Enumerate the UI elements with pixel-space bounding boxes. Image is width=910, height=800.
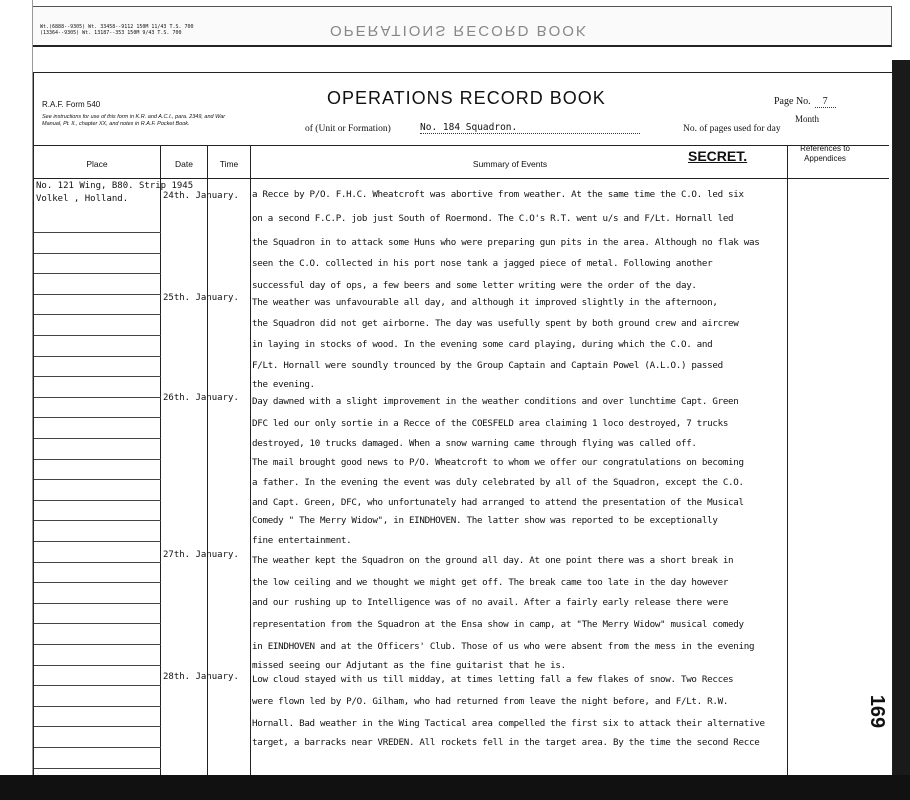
place-column-rule (34, 479, 161, 480)
place-column-rule (34, 232, 161, 233)
col-divider-date (207, 145, 208, 777)
place-column-rule (34, 376, 161, 377)
place-column-rule (34, 438, 161, 439)
col-divider-place (160, 145, 161, 777)
summary-line: a Recce by P/O. F.H.C. Wheatcroft was abortive from weather. At the same time the C.O. led six (252, 189, 744, 200)
summary-line: F/Lt. Hornall were soundly trounced by the Group Captain and Captain Powel (A.L.O.) passed (252, 360, 723, 371)
place-column-rule (34, 335, 161, 336)
summary-line: on a second F.C.P. job just South of Roermond. The C.O's R.T. went u/s and F/Lt. Hornall led (252, 213, 734, 224)
place-column-rule (34, 706, 161, 707)
place-column-rule (34, 541, 161, 542)
date-entry: 28th. January. (163, 672, 239, 682)
place-column-rule (34, 520, 161, 521)
header-date: Date (175, 159, 193, 169)
date-entry: 24th. January. (163, 191, 239, 201)
summary-line: the low ceiling and we thought we might get off. The break came too late in the day however (252, 577, 729, 588)
place-column-rule (34, 603, 161, 604)
summary-line: the Squadron in to attack some Huns who were preparing gun pits in the area. Although no flak was (252, 237, 760, 248)
place-column-rule (34, 459, 161, 460)
summary-line: Hornall. Bad weather in the Wing Tactical area compelled the first six to attack their alternative (252, 718, 765, 729)
summary-line: were flown led by P/O. Gilham, who had returned from leave the night before, and F/Lt. R.W. (252, 696, 729, 707)
place-column-rule (34, 623, 161, 624)
place-column-rule (34, 314, 161, 315)
place-column-rule (34, 500, 161, 501)
place-column-rule (34, 644, 161, 645)
header-top-rule (34, 145, 889, 146)
summary-line: in EINDHOVEN and at the Officers' Club. Those of us who were absent from the mess in the evening (252, 641, 755, 652)
header-place: Place (86, 159, 108, 169)
col-divider-summary (787, 145, 788, 777)
summary-line: Day dawned with a slight improvement in the weather conditions and over lunchtime Capt. Green (252, 396, 739, 407)
place-column-rule (34, 417, 161, 418)
summary-line: and our rushing up to Intelligence was of no avail. After a fairly early release there were (252, 597, 729, 608)
date-entry: 27th. January. (163, 550, 239, 560)
pages-used-text: No. of pages used for (683, 124, 765, 134)
page-number-value: 7 (815, 96, 836, 108)
month-label: Month (795, 114, 820, 124)
place-column-rule (34, 562, 161, 563)
place-column-rule (34, 665, 161, 666)
summary-line: The mail brought good news to P/O. Wheatcroft to whom we offer our congratulations on becoming (252, 457, 744, 468)
place-column-rule (34, 397, 161, 398)
summary-line: a father. In the evening the event was duly celebrated by all of the Squadron, except the C.O. (252, 477, 744, 488)
page-title: OPERATIONS RECORD BOOK (327, 88, 606, 108)
page-number-label: Page No. (774, 96, 811, 107)
summary-line: representation from the Squadron at the Ensa show in camp, at "The Merry Widow" musical comedy (252, 619, 744, 630)
place-column-rule (34, 685, 161, 686)
place-column-rule (34, 273, 161, 274)
left-binding-edge (0, 0, 33, 800)
col-divider-time (250, 145, 251, 777)
scan-bottom-edge (0, 775, 910, 800)
summary-line: Low cloud stayed with us till midday, at times letting fall a few flakes of snow. Two Recces (252, 674, 734, 685)
summary-line: The weather kept the Squadron on the ground all day. At one point there was a short break in (252, 555, 734, 566)
summary-line: the Squadron did not get airborne. The day was usefully spent by both ground crew and aircrew (252, 318, 739, 329)
place-column-rule (34, 253, 161, 254)
summary-line: Comedy " The Merry Widow", in EINDHOVEN. The latter show was reported to be exceptionally (252, 515, 718, 526)
unit-value: No. 184 Squadron. (420, 122, 640, 134)
scan-top-strip (0, 0, 910, 58)
summary-line: missed seeing our Adjutant as the fine guitarist that he is. (252, 660, 566, 671)
place-column-rule (34, 356, 161, 357)
print-code: Wt.(6888--9305) Wt. 33458--9112 150M 11/43 T.S. 700 (13364--9305) Wt. 13187--353 150M 9/43 T.S. 700 (40, 24, 194, 36)
secret-marking: SECRET. (688, 148, 748, 164)
summary-line: seen the C.O. collected in his port nose tank a jagged piece of metal. Following another (252, 258, 713, 269)
header-references: References to Appendices (800, 144, 850, 163)
place-column-rule (34, 726, 161, 727)
unit-label: of (Unit or Formation) (305, 124, 391, 134)
date-entry: 25th. January. (163, 293, 239, 303)
place-column-rule (34, 747, 161, 748)
page-number (774, 96, 836, 107)
page-stamp: 169 (866, 694, 889, 729)
place-column-rule (34, 768, 161, 769)
summary-line: and Capt. Green, DFC, who unfortunately had arranged to attend the presentation of the Musical (252, 497, 744, 508)
summary-line: successful day of ops, a few beers and some letter writing were the order of the day. (252, 280, 697, 291)
summary-line: target, a barracks near VREDEN. All rockets fell in the target area. By the time the second Recce (252, 737, 760, 748)
summary-line: fine entertainment. (252, 535, 352, 546)
summary-line: destroyed, 10 trucks damaged. When a snow warning came through flying was called off. (252, 438, 697, 449)
summary-line: The weather was unfavourable all day, and although it improved slightly in the afternoon, (252, 297, 718, 308)
summary-line: in laying in stocks of wood. In the evening some card playing, during which the C.O. and (252, 339, 713, 350)
summary-line: the evening. (252, 379, 315, 390)
place-line-2: Volkel , Holland. (36, 194, 129, 204)
summary-line: DFC led our only sortie in a Recce of the COESFELD area claiming 1 loco destroyed, 7 trucks (252, 418, 729, 429)
place-column-rule (34, 582, 161, 583)
date-entry: 26th. January. (163, 393, 239, 403)
ghost-title: OPERATIONS RECORD BOOK (330, 22, 588, 39)
right-scan-edge (892, 60, 910, 800)
pages-used-label (683, 124, 781, 134)
header-time: Time (219, 159, 239, 169)
header-summary: Summary of Events (472, 159, 548, 169)
form-number: R.A.F. Form 540 (42, 100, 101, 109)
header-bottom-rule (34, 178, 889, 179)
place-column-rule (34, 294, 161, 295)
pages-used-period: day (766, 124, 781, 134)
place-line-1: No. 121 Wing, B80. Strip 1945 (36, 181, 194, 191)
form-instructions: See instructions for use of this form in K.R. and A.C.I., para. 2349, and War Manual, Pt. II., chapter XX, and notes in R.A.F. Pocket Book. (42, 114, 226, 127)
